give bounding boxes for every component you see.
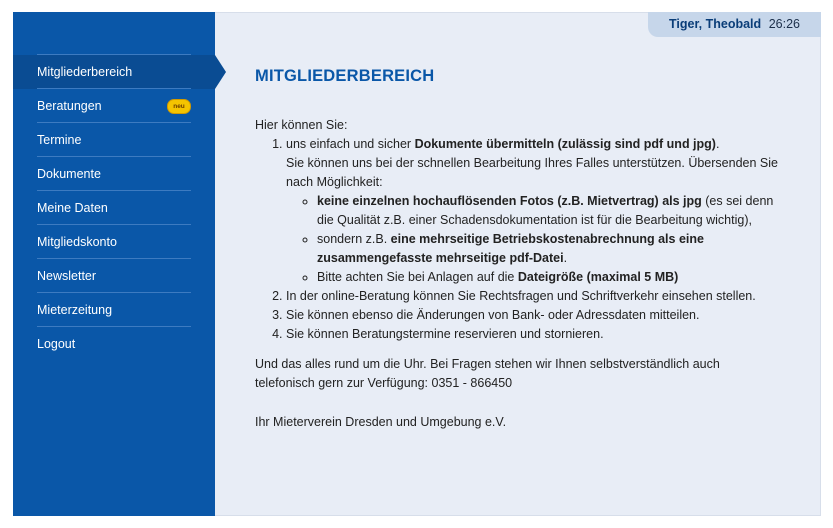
nav-item-mitgliedskonto[interactable] — [13, 225, 215, 259]
user-bar — [648, 12, 821, 37]
nav-item-beratungen[interactable] — [13, 89, 215, 123]
nav-item-dokumente[interactable] — [13, 157, 215, 191]
list-item: 1. uns einfach und sicher Dokumente übermitteln (zulässig sind pdf und jpg). Sie können uns bei der schnellen Bearbeitung Ihres Falles unterstützen. Übersenden Sie nach Möglichkeit: ◦ keine einzelnen hochauflösenden Fotos (z.B. Mietvertrag) als jpg (es sei denn die Qualität z.B. einer Schadensdokumentation ist für die Bearbeitung wichtig), ◦ sondern z.B. eine mehrseitige Betriebskostenabrechnung als eine zusammengefasste mehrseitige pdf-Datei. ◦ Bitte achten Sie bei Anlagen auf die Dateigröße (maximal 5 MB) — [286, 135, 780, 287]
nav-item-label: Mitgliedskonto — [37, 235, 117, 249]
sidebar-nav — [13, 55, 215, 361]
nav-item-logout[interactable] — [13, 327, 215, 361]
nav-item-termine[interactable] — [13, 123, 215, 157]
sidebar — [13, 12, 215, 516]
upload-hint: Sie können uns bei der schnellen Bearbeitung Ihres Falles unterstützen. Übersenden Sie nach Möglichkeit: — [286, 156, 778, 189]
feature-list — [255, 135, 780, 344]
nav-item-label: Mitgliederbereich — [37, 65, 133, 79]
list-item: 4. Sie können Beratungstermine reservieren und stornieren. — [286, 325, 780, 344]
intro-text: Hier können Sie: — [255, 118, 348, 132]
nav-item-label: Dokumente — [37, 167, 101, 181]
new-badge: neu — [167, 99, 191, 114]
session-timer: 26:26 — [768, 17, 800, 31]
list-item: 2. In der online-Beratung können Sie Rechtsfragen und Schriftverkehr einsehen stellen. — [286, 287, 780, 306]
nav-item-newsletter[interactable] — [13, 259, 215, 293]
main-content — [255, 60, 780, 432]
user-name: Tiger, Theobald — [669, 17, 762, 31]
list-item: ◦ keine einzelnen hochauflösenden Fotos (z.B. Mietvertrag) als jpg (es sei denn die Qualität z.B. einer Schadensdokumentation ist für die Bearbeitung wichtig), — [317, 192, 780, 230]
nav-item-meine-daten[interactable] — [13, 191, 215, 225]
list-item: ◦ sondern z.B. eine mehrseitige Betriebskostenabrechnung als eine zusammengefasste mehrseitige pdf-Datei. — [317, 230, 780, 268]
upload-guidelines — [286, 192, 780, 287]
nav-item-mieterzeitung[interactable] — [13, 293, 215, 327]
nav-item-label: Logout — [37, 337, 76, 351]
nav-item-label: Beratungen — [37, 99, 102, 113]
nav-item-label: Termine — [37, 133, 82, 147]
closing-text: Und das alles rund um die Uhr. Bei Fragen stehen wir Ihnen selbstverständlich auch telefonisch gern zur Verfügung: 0351 - 866450 — [255, 357, 720, 390]
nav-item-label: Newsletter — [37, 269, 97, 283]
page-title: MITGLIEDERBEREICH — [255, 67, 435, 85]
list-item: ◦ Bitte achten Sie bei Anlagen auf die Dateigröße (maximal 5 MB) — [317, 268, 780, 287]
nav-item-label: Meine Daten — [37, 201, 108, 215]
signature: Ihr Mieterverein Dresden und Umgebung e.V. — [255, 415, 507, 429]
nav-item-mitgliederbereich[interactable] — [13, 55, 215, 89]
nav-item-label: Mieterzeitung — [37, 303, 113, 317]
list-item: 3. Sie können ebenso die Änderungen von Bank- oder Adressdaten mitteilen. — [286, 306, 780, 325]
